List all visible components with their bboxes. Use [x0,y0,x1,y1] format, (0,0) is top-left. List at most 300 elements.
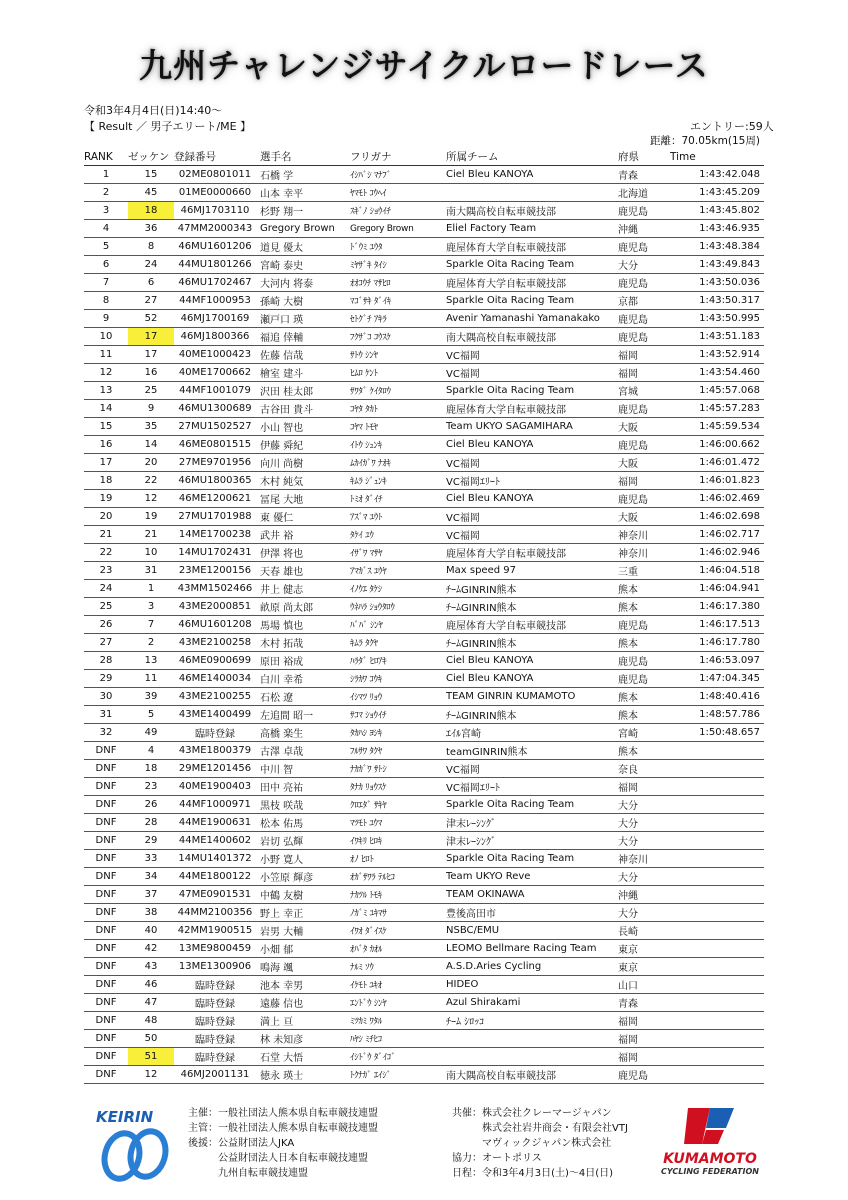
cell-rank: 16 [84,436,128,454]
cell-name: 古谷田 貴斗 [256,400,346,418]
cell-name: 松本 佑馬 [256,814,346,832]
table-row [84,256,764,274]
cell-name: 井上 健志 [256,580,346,598]
cell-bib: 40 [128,922,174,940]
cell-bib: 27 [128,292,174,310]
table-row [84,562,764,580]
cell-furigana: ﾐﾂｶﾐ ﾜﾀﾙ [346,1012,442,1030]
table-row [84,328,764,346]
cell-rank: 5 [84,238,128,256]
cell-team: teamGINRIN熊本 [442,742,614,760]
cell-team: Ciel Bleu KANOYA [442,490,614,508]
keirin-rings-icon [96,1126,176,1182]
cell-prefecture: 福岡 [614,472,670,490]
cell-team: ｴｲﾙ宮崎 [442,724,614,742]
cell-time: 1:43:45.209 [670,184,764,202]
cell-license: 46MU1800365 [174,472,256,490]
cell-name: 野上 幸正 [256,904,346,922]
cell-rank: DNF [84,886,128,904]
cell-prefecture: 大分 [614,868,670,886]
cell-bib: 6 [128,274,174,292]
cell-rank: DNF [84,994,128,1012]
table-row [84,1012,764,1030]
cell-time: 1:45:57.068 [670,382,764,400]
cell-rank: 21 [84,526,128,544]
cell-name: 石松 遼 [256,688,346,706]
cell-team: 鹿屋体育大学自転車競技部 [442,544,614,562]
cell-bib: 42 [128,940,174,958]
cell-bib: 47 [128,994,174,1012]
cell-furigana: ﾀｶﾊｼ ﾖｼｷ [346,724,442,742]
cell-license: 40ME1900403 [174,778,256,796]
cell-time [670,1030,764,1048]
cell-team: Ciel Bleu KANOYA [442,652,614,670]
cell-license: 29ME1201456 [174,760,256,778]
cell-bib: 49 [128,724,174,742]
header-rank: RANK [84,148,128,166]
cell-bib: 17 [128,346,174,364]
cell-name: 中鶴 友樹 [256,886,346,904]
cell-furigana: ｴﾝﾄﾞｳ ｼﾝﾔ [346,994,442,1012]
footer-cosponsors: 共催：株式会社クレーマージャパン 株式会社岩井商会・有限会社VTJ マヴィックジャパン株式会社 協力：オートポリス 日程：令和3年4月3日(土)～4日(日) [452,1108,628,1179]
cell-rank: 29 [84,670,128,688]
cell-license: 40ME1000423 [174,346,256,364]
cell-team: LEOMO Bellmare Racing Team [442,940,614,958]
cell-name: 瀬戸口 瑛 [256,310,346,328]
cell-bib: 16 [128,364,174,382]
cell-name: 天春 雄也 [256,562,346,580]
cell-rank: 28 [84,652,128,670]
cell-bib: 10 [128,544,174,562]
cell-time: 1:46:04.518 [670,562,764,580]
cell-furigana: ﾏﾂﾓﾄ ﾕｳﾏ [346,814,442,832]
cell-prefecture: 神奈川 [614,526,670,544]
cell-team: Ciel Bleu KANOYA [442,166,614,184]
cell-bib: 52 [128,310,174,328]
cell-prefecture: 大分 [614,814,670,832]
cell-name: 東 優仁 [256,508,346,526]
cell-furigana: ｲｹﾓﾄ ﾕｷｵ [346,976,442,994]
cell-furigana: ｲｼﾏﾂ ﾘｮｳ [346,688,442,706]
table-row [84,652,764,670]
cell-prefecture: 鹿児島 [614,274,670,292]
table-row [84,886,764,904]
cell-bib: 28 [128,814,174,832]
table-row [84,670,764,688]
cell-time: 1:43:42.048 [670,166,764,184]
race-category: 【 Result ／ 男子エリート/ME 】 [84,120,252,133]
cell-rank: DNF [84,742,128,760]
cell-rank: DNF [84,1066,128,1084]
cell-rank: 20 [84,508,128,526]
cell-rank: 19 [84,490,128,508]
kumamoto-emblem-icon [680,1104,740,1148]
cell-rank: 30 [84,688,128,706]
cell-bib: 4 [128,742,174,760]
cell-name: 佐藤 信哉 [256,346,346,364]
cell-prefecture: 鹿児島 [614,616,670,634]
cell-time: 1:47:04.345 [670,670,764,688]
cell-rank: DNF [84,922,128,940]
cell-time: 1:46:02.717 [670,526,764,544]
cell-bib: 7 [128,616,174,634]
cell-bib: 31 [128,562,174,580]
cell-name: 道見 優太 [256,238,346,256]
cell-bib: 9 [128,400,174,418]
cell-team: VC福岡 [442,346,614,364]
cell-rank: 15 [84,418,128,436]
cell-bib: 43 [128,958,174,976]
cell-team: Eliel Factory Team [442,220,614,238]
table-row [84,868,764,886]
cell-prefecture: 東京 [614,940,670,958]
cell-prefecture: 東京 [614,958,670,976]
cell-rank: 13 [84,382,128,400]
table-row [84,364,764,382]
table-row [84,202,764,220]
cell-prefecture: 鹿児島 [614,1066,670,1084]
cell-prefecture: 鹿児島 [614,238,670,256]
header-name: 選手名 [256,148,346,166]
cell-team: Sparkle Oita Racing Team [442,292,614,310]
cell-license: 46ME0900699 [174,652,256,670]
cell-name: 満上 亘 [256,1012,346,1030]
cell-license: 44ME1400602 [174,832,256,850]
cell-furigana: ﾀﾅｶ ﾘｮｳｽｹ [346,778,442,796]
cell-team: Ciel Bleu KANOYA [442,670,614,688]
cell-name: 原田 裕成 [256,652,346,670]
cell-name: 林 未知彦 [256,1030,346,1048]
cell-bib: 17 [128,328,174,346]
cell-prefecture: 京都 [614,292,670,310]
cell-bib: 36 [128,220,174,238]
table-row [84,490,764,508]
table-row [84,472,764,490]
cell-bib: 14 [128,436,174,454]
cell-team: Sparkle Oita Racing Team [442,796,614,814]
cell-license: 46MJ1800366 [174,328,256,346]
cell-license: 臨時登録 [174,1048,256,1066]
kumamoto-logo: KUMAMOTO CYCLING FEDERATION [660,1104,760,1184]
cell-name: 小笠原 輝彦 [256,868,346,886]
cell-prefecture: 北海道 [614,184,670,202]
cell-prefecture: 鹿児島 [614,670,670,688]
cell-license: 46MJ1703110 [174,202,256,220]
race-date: 令和3年4月4日(日)14:40～ [84,104,223,117]
cell-furigana: ﾄﾐｵ ﾀﾞｲﾁ [346,490,442,508]
cell-team: A.S.D.Aries Cycling [442,958,614,976]
cell-furigana: ｺﾔﾏ ﾄﾓﾔ [346,418,442,436]
table-row [84,184,764,202]
cell-license: 46MU1702467 [174,274,256,292]
cell-team: 津末ﾚｰｼﾝｸﾞ [442,832,614,850]
cell-license: 14MU1702431 [174,544,256,562]
cell-license: 44MM2100356 [174,904,256,922]
cell-name: 馬場 慎也 [256,616,346,634]
cell-name: 木村 拓哉 [256,634,346,652]
cell-rank: 25 [84,598,128,616]
cell-furigana: ｻﾜﾀﾞ ｹｲﾀﾛｳ [346,382,442,400]
table-row [84,544,764,562]
header-time: Time [670,148,764,166]
cell-furigana: ｸﾛｴﾀﾞ ｻｷﾔ [346,796,442,814]
table-row [84,508,764,526]
cell-time: 1:46:17.513 [670,616,764,634]
cell-prefecture: 沖縄 [614,886,670,904]
cell-prefecture: 熊本 [614,634,670,652]
cell-rank: 11 [84,346,128,364]
cell-furigana: ｲﾉｳｴ ﾀｹｼ [346,580,442,598]
cell-rank: 9 [84,310,128,328]
cell-bib: 46 [128,976,174,994]
table-row [84,436,764,454]
cell-prefecture: 福岡 [614,778,670,796]
cell-time [670,904,764,922]
table-row [84,724,764,742]
cell-license: 44MF1001079 [174,382,256,400]
table-row [84,1066,764,1084]
cell-time [670,940,764,958]
cell-time: 1:46:02.469 [670,490,764,508]
cell-license: 43ME2000851 [174,598,256,616]
cell-prefecture: 福岡 [614,1048,670,1066]
header-bib: ゼッケン [128,148,174,166]
cell-rank: 24 [84,580,128,598]
cell-time: 1:43:48.384 [670,238,764,256]
cell-time: 1:50:48.657 [670,724,764,742]
cell-team: VC福岡 [442,526,614,544]
cell-furigana: ﾅﾙﾐ ｿｳ [346,958,442,976]
cell-furigana: ｾﾄｸﾞﾁ ｱｷﾗ [346,310,442,328]
cell-time: 1:46:02.698 [670,508,764,526]
table-row [84,634,764,652]
cell-time: 1:46:01.472 [670,454,764,472]
cell-furigana: ﾉｶﾞﾐ ﾕｷﾏｻ [346,904,442,922]
cell-license: 13ME1300906 [174,958,256,976]
cell-license: 02ME0801011 [174,166,256,184]
cell-license: 43ME1400499 [174,706,256,724]
header-furigana: フリガナ [346,148,442,166]
table-row [84,742,764,760]
cell-license: 01ME0000660 [174,184,256,202]
cell-rank: 18 [84,472,128,490]
cell-time [670,1048,764,1066]
cell-name: 武井 裕 [256,526,346,544]
cell-bib: 35 [128,418,174,436]
cell-prefecture: 鹿児島 [614,328,670,346]
table-row [84,976,764,994]
cell-bib: 34 [128,868,174,886]
cell-name: 檜室 建斗 [256,364,346,382]
cell-team: ﾁｰﾑ ｼﾛｯｺ [442,1012,614,1030]
cell-furigana: ｷﾑﾗ ｼﾞｭﾝｷ [346,472,442,490]
cell-team: VC福岡ｴﾘｰﾄ [442,472,614,490]
cell-rank: 23 [84,562,128,580]
cell-bib: 25 [128,382,174,400]
cell-furigana: ﾏｺﾞｻｷ ﾀﾞｲｷ [346,292,442,310]
cell-team: 南大隅高校自転車競技部 [442,202,614,220]
cell-team: Max speed 97 [442,562,614,580]
cell-license: 43MM1502466 [174,580,256,598]
cell-prefecture: 大分 [614,796,670,814]
cell-name: 小野 寛人 [256,850,346,868]
cell-license: 13ME9800459 [174,940,256,958]
cell-prefecture: 宮城 [614,382,670,400]
cell-rank: 31 [84,706,128,724]
table-row [84,814,764,832]
cell-name: 池本 幸男 [256,976,346,994]
cell-name: 小畑 郁 [256,940,346,958]
cell-furigana: ｷﾑﾗ ﾀｸﾔ [346,634,442,652]
cell-furigana: ﾐﾔｻﾞｷ ﾀｲｼ [346,256,442,274]
footer-organizers: 主催：一般社団法人熊本県自転車競技連盟 主管：一般社団法人熊本県自転車競技連盟 後援：公益財団法人JKA 公益財団法人日本自転車競技連盟 九州自転車競技連盟 [188,1108,378,1179]
cell-team: VC福岡 [442,454,614,472]
cell-furigana: ｵﾉ ﾋﾛﾄ [346,850,442,868]
cell-license: 47MM2000343 [174,220,256,238]
cell-bib: 21 [128,526,174,544]
cell-name: 向川 尚樹 [256,454,346,472]
cell-time: 1:45:57.283 [670,400,764,418]
cell-time [670,742,764,760]
cell-license: 27ME9701956 [174,454,256,472]
cell-license: 46MU1601208 [174,616,256,634]
cell-time: 1:46:17.380 [670,598,764,616]
cell-name: 伊藤 舜紀 [256,436,346,454]
cell-rank: DNF [84,778,128,796]
cell-time: 1:46:17.780 [670,634,764,652]
cell-license: 14MU1401372 [174,850,256,868]
table-row [84,526,764,544]
cell-bib: 50 [128,1030,174,1048]
cell-furigana: ﾊﾔｼ ﾐﾁﾋｺ [346,1030,442,1048]
cell-name: 石橋 学 [256,166,346,184]
cell-prefecture: 鹿児島 [614,652,670,670]
cell-furigana: ｵｵｺｳﾁ ﾏｻﾋﾛ [346,274,442,292]
cell-license: 43ME1800379 [174,742,256,760]
cell-team: VC福岡 [442,760,614,778]
cell-license: 44MF1000953 [174,292,256,310]
cell-license: 46MJ1700169 [174,310,256,328]
cell-rank: 26 [84,616,128,634]
cell-name: 鳴海 颯 [256,958,346,976]
cell-prefecture: 福岡 [614,346,670,364]
cell-bib: 22 [128,472,174,490]
cell-name: 大河内 将泰 [256,274,346,292]
cell-bib: 45 [128,184,174,202]
cell-team: VC福岡ｴﾘｰﾄ [442,778,614,796]
cell-team: 鹿屋体育大学自転車競技部 [442,238,614,256]
table-row [84,958,764,976]
cell-time: 1:46:00.662 [670,436,764,454]
cell-furigana: ｱｽﾞﾏ ﾕｳﾄ [346,508,442,526]
cell-name: 徳永 瑛士 [256,1066,346,1084]
cell-time [670,958,764,976]
cell-rank: 10 [84,328,128,346]
cell-prefecture: 鹿児島 [614,490,670,508]
cell-prefecture: 大阪 [614,418,670,436]
cell-license: 46MU1601206 [174,238,256,256]
cell-prefecture: 鹿児島 [614,400,670,418]
table-row [84,688,764,706]
cell-furigana: ｵﾊﾞﾀ ｶｵﾙ [346,940,442,958]
cell-furigana: ｼﾗｶﾜ ｺｳｷ [346,670,442,688]
cell-time [670,796,764,814]
cell-furigana: ﾄﾞｳﾐ ﾕｳﾀ [346,238,442,256]
cell-name: 小山 智也 [256,418,346,436]
cell-name: 遠藤 信也 [256,994,346,1012]
cell-prefecture: 熊本 [614,580,670,598]
cell-rank: DNF [84,1048,128,1066]
cell-rank: 7 [84,274,128,292]
cell-furigana: ｲﾄｳ ｼｭﾝｷ [346,436,442,454]
cell-team: ﾁｰﾑGINRIN熊本 [442,598,614,616]
cell-time [670,886,764,904]
cell-team: Sparkle Oita Racing Team [442,382,614,400]
cell-bib: 15 [128,166,174,184]
cell-furigana: ｲﾜｷﾘ ﾋﾛｷ [346,832,442,850]
cell-time: 1:46:53.097 [670,652,764,670]
cell-furigana: ｲｼﾄﾞｳ ﾀﾞｲｺﾞ [346,1048,442,1066]
table-row [84,292,764,310]
cell-rank: DNF [84,958,128,976]
keirin-logo: KEIRIN [96,1108,176,1180]
cell-team: Azul Shirakami [442,994,614,1012]
cell-time: 1:43:45.802 [670,202,764,220]
cell-time [670,868,764,886]
cell-furigana: ｺﾔﾀ ﾀｶﾄ [346,400,442,418]
cell-license: 23ME1200156 [174,562,256,580]
cell-team [442,1048,614,1066]
cell-license: 臨時登録 [174,976,256,994]
table-row [84,400,764,418]
cell-time [670,814,764,832]
cell-time: 1:43:54.460 [670,364,764,382]
cell-prefecture: 大分 [614,256,670,274]
table-row [84,238,764,256]
cell-bib: 39 [128,688,174,706]
cell-time: 1:48:40.416 [670,688,764,706]
table-row [84,382,764,400]
cell-license: 臨時登録 [174,1030,256,1048]
cell-prefecture: 三重 [614,562,670,580]
cell-license: 27MU1701988 [174,508,256,526]
cell-rank: 1 [84,166,128,184]
cell-time: 1:46:02.946 [670,544,764,562]
cell-name: 田中 亮祐 [256,778,346,796]
cell-rank: 4 [84,220,128,238]
cell-prefecture: 熊本 [614,598,670,616]
cell-team: NSBC/EMU [442,922,614,940]
cell-rank: DNF [84,796,128,814]
cell-furigana: ﾔﾏﾓﾄ ｺｳﾍｲ [346,184,442,202]
cell-bib: 12 [128,490,174,508]
cell-bib: 37 [128,886,174,904]
cell-prefecture: 奈良 [614,760,670,778]
cell-license: 臨時登録 [174,724,256,742]
cell-team [442,1030,614,1048]
cell-name: Gregory Brown [256,220,346,238]
cell-rank: 27 [84,634,128,652]
cell-license: 46MU1300689 [174,400,256,418]
cell-team: 鹿屋体育大学自転車競技部 [442,274,614,292]
cell-furigana: ｲｻﾞﾜ ﾏｻﾔ [346,544,442,562]
cell-license: 46ME1200621 [174,490,256,508]
cell-license: 46MJ2001131 [174,1066,256,1084]
cell-prefecture: 鹿児島 [614,436,670,454]
table-row [84,418,764,436]
cell-prefecture: 福岡 [614,1030,670,1048]
cell-prefecture: 熊本 [614,706,670,724]
